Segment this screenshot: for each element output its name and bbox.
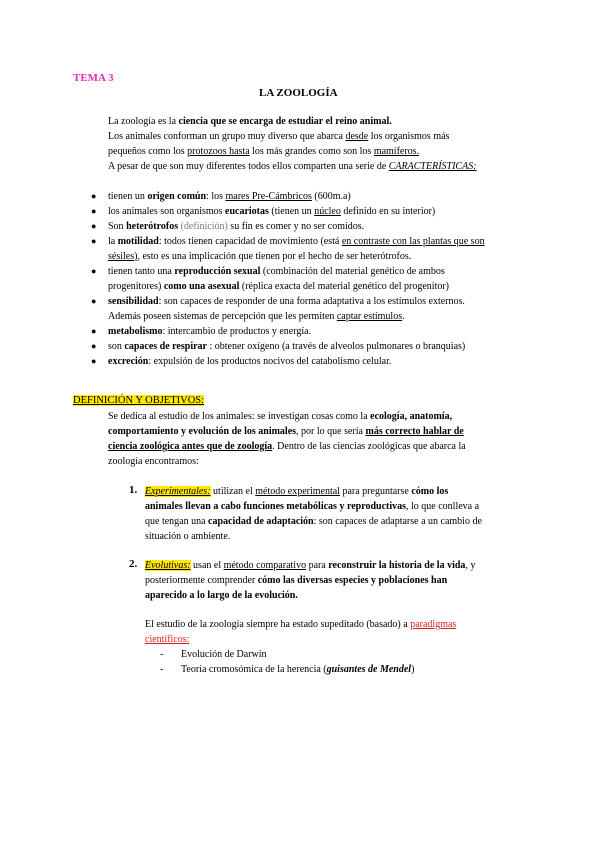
list-item: Son heterótrofos (definición) su fin es comer y no ser comidos. bbox=[108, 221, 365, 232]
intro-line-1: La zoología es la ciencia que se encarga de estudiar el reino animal. bbox=[108, 116, 392, 127]
intro-line-3: pequeños como los protozoos hasta los más grandes como son los mamíferos. bbox=[108, 146, 420, 157]
section-paragraph-line-1: Se dedica al estudio de los animales: se investigan cosas como la ecología, anatomía, bbox=[108, 411, 453, 422]
dash-list-item: Teoría cromosómica de la herencia (guisantes de Mendel) bbox=[181, 664, 415, 675]
list-item: metabolismo: intercambio de productos y energía. bbox=[108, 326, 312, 337]
bullet-icon: ● bbox=[91, 236, 97, 246]
dash-list-item: Evolución de Darwin bbox=[181, 649, 267, 660]
dash-marker: - bbox=[160, 664, 164, 675]
section-paragraph-line-2: comportamiento y evolución de los animales, por lo que sería más correcto hablar de bbox=[108, 426, 464, 437]
dash-marker: - bbox=[160, 649, 164, 660]
bullet-icon: ● bbox=[91, 206, 97, 216]
bullet-icon: ● bbox=[91, 341, 97, 351]
bullet-icon: ● bbox=[91, 356, 97, 366]
item-number: 1. bbox=[129, 484, 138, 496]
bullet-icon: ● bbox=[91, 266, 97, 276]
list-item: sensibilidad: son capaces de responder de una forma adaptativa a los estímulos externos. bbox=[108, 296, 465, 307]
section-paragraph-line-4: zoología encontramos: bbox=[108, 456, 199, 467]
paradigms-line-1: El estudio de la zoología siempre ha estado supeditado (basado) a paradigmas bbox=[145, 619, 457, 630]
item-2-line-2: posteriormente comprender cómo las diversas especies y poblaciones han bbox=[145, 575, 448, 586]
list-item-continuation: sésiles), esto es una implicación que tienen por el hecho de ser heterótrofos. bbox=[108, 251, 412, 262]
item-2-line-3: aparecido a lo largo de la evolución. bbox=[145, 590, 298, 601]
list-item: la motilidad: todos tienen capacidad de movimiento (está en contraste con las plantas que son bbox=[108, 236, 485, 247]
bullet-icon: ● bbox=[91, 221, 97, 231]
list-item: los animales son organismos eucariotas (tienen un núcleo definido en su interior) bbox=[108, 206, 436, 217]
list-item-continuation: progenitores) como una asexual (réplica exacta del material genético del progenitor) bbox=[108, 281, 450, 292]
page-title: LA ZOOLOGÍA bbox=[259, 87, 338, 99]
list-item: tienen tanto una reproducción sexual (combinación del material genético de ambos bbox=[108, 266, 445, 277]
item-1-line-2: animales llevan a cabo funciones metabólicas y reproductivas, lo que conlleva a bbox=[145, 501, 480, 512]
item-1-line-1: Experimentales: utilizan el método experimental para preguntarse cómo los bbox=[145, 486, 449, 497]
bullet-icon: ● bbox=[91, 296, 97, 306]
bullet-icon: ● bbox=[91, 326, 97, 336]
list-item: son capaces de respirar : obtener oxígeno (a través de alveolos pulmonares o branquias) bbox=[108, 341, 466, 352]
bullet-icon: ● bbox=[91, 191, 97, 201]
item-1-line-4: situación o ambiente. bbox=[145, 531, 231, 542]
paradigms-line-2: científicos: bbox=[145, 634, 190, 645]
item-2-line-1: Evolutivas: usan el método comparativo para reconstruir la historia de la vida, y bbox=[145, 560, 476, 571]
section-heading: DEFINICIÓN Y OBJETIVOS: bbox=[73, 395, 205, 406]
item-1-line-3: que tengan una capacidad de adaptación: son capaces de adaptarse a un cambio de bbox=[145, 516, 482, 527]
section-paragraph-line-3: ciencia zoológica antes que de zoología. Dentro de las ciencias zoológicas que abarca la bbox=[108, 441, 466, 452]
list-item: excreción: expulsión de los productos nocivos del catabolismo celular. bbox=[108, 356, 392, 367]
list-item: tienen un origen común: los mares Pre-Cámbricos (600m.a) bbox=[108, 191, 351, 202]
item-number: 2. bbox=[129, 558, 138, 570]
intro-line-4: A pesar de que son muy diferentes todos ellos comparten una serie de CARACTERÍSTICAS: bbox=[108, 161, 477, 172]
topic-label: TEMA 3 bbox=[73, 72, 114, 84]
list-item-continuation: Además poseen sistemas de percepción que les permiten captar estímulos. bbox=[108, 311, 405, 322]
intro-line-2: Los animales conforman un grupo muy diverso que abarca desde los organismos más bbox=[108, 131, 450, 142]
